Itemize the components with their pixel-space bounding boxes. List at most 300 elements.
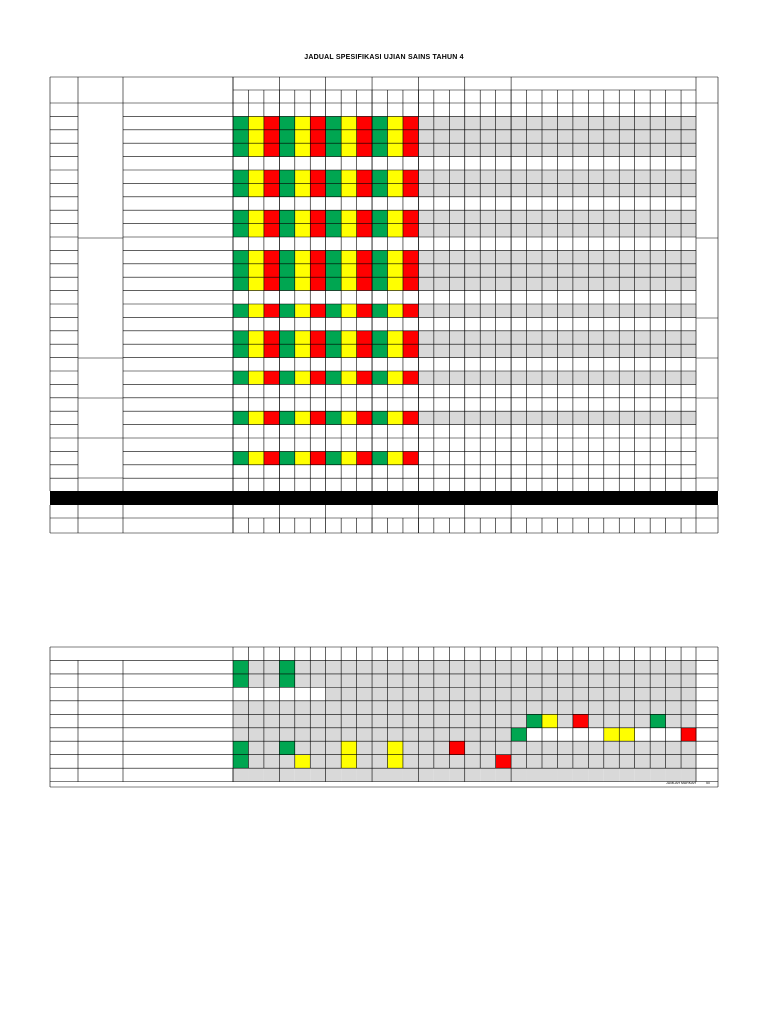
spec-cell [372,411,387,424]
spec-cell [341,224,356,237]
summary-cell [326,687,341,700]
summary-cell [588,741,603,754]
spec-cell [557,210,572,223]
spec-cell [511,116,526,129]
summary-cell [310,674,325,687]
spec-cell [264,210,279,223]
spec-cell [295,451,310,464]
spec-cell [635,250,650,263]
spec-cell [403,210,418,223]
summary-cell [418,728,433,741]
spec-cell [418,331,433,344]
spec-cell [295,277,310,290]
spec-cell [326,250,341,263]
spec-cell [357,143,372,156]
spec-cell [233,130,248,143]
spec-cell [604,224,619,237]
summary-mark [341,755,356,768]
summary-cell-blank [666,728,681,741]
spec-cell [388,143,403,156]
summary-cell-blank [527,728,542,741]
spec-cell [588,250,603,263]
spec-cell [295,210,310,223]
spec-cell [403,411,418,424]
spec-cell [418,130,433,143]
spec-cell [496,183,511,196]
page-title: JADUAL SPESIFIKASI UJIAN SAINS TAHUN 4 [304,54,464,61]
summary-cell [588,687,603,700]
spec-cell [619,371,634,384]
summary-cell [465,674,480,687]
spec-cell [341,130,356,143]
spec-cell [264,250,279,263]
spec-cell [279,277,294,290]
summary-mark [681,728,696,741]
spec-cell [527,183,542,196]
spec-cell [357,277,372,290]
spec-cell [496,130,511,143]
summary-cell [496,701,511,714]
summary-cell [465,660,480,673]
summary-cell [372,687,387,700]
spec-cell [279,170,294,183]
summary-cell [341,714,356,727]
spec-cell [542,304,557,317]
spec-cell [666,170,681,183]
spec-cell [511,183,526,196]
spec-cell [666,371,681,384]
spec-cell [496,143,511,156]
spec-cell [418,116,433,129]
summary-cell [588,701,603,714]
summary-cell [372,660,387,673]
spec-cell [511,371,526,384]
spec-cell [449,170,464,183]
spec-cell [341,331,356,344]
summary-cell [418,660,433,673]
summary-cell [326,714,341,727]
summary-cell-blank [635,728,650,741]
spec-cell [480,304,495,317]
summary-cell [650,755,665,768]
summary-cell [557,701,572,714]
spec-cell [434,344,449,357]
summary-mark [279,741,294,754]
spec-cell [326,210,341,223]
spec-cell [341,344,356,357]
summary-cell [496,741,511,754]
summary-cell [403,728,418,741]
spec-cell [542,143,557,156]
summary-cell [233,714,248,727]
spec-cell [233,451,248,464]
summary-cell [666,674,681,687]
spec-cell [511,264,526,277]
summary-cell [666,741,681,754]
spec-cell [295,264,310,277]
spec-cell [279,116,294,129]
summary-cell [681,714,696,727]
summary-cell [480,741,495,754]
summary-mark [388,741,403,754]
summary-cell [511,701,526,714]
spec-cell [588,264,603,277]
spec-cell [248,170,263,183]
spec-cell [465,411,480,424]
spec-cell [666,183,681,196]
spec-cell [403,143,418,156]
spec-cell [511,210,526,223]
spec-cell [604,304,619,317]
spec-cell [388,250,403,263]
spec-cell [480,331,495,344]
spec-cell [388,277,403,290]
summary-cell [403,687,418,700]
summary-cell [619,701,634,714]
spec-cell [248,411,263,424]
spec-cell [480,130,495,143]
summary-cell [295,701,310,714]
spec-cell [573,250,588,263]
spec-cell [418,411,433,424]
summary-cell-blank [650,728,665,741]
spec-cell [650,331,665,344]
spec-cell [310,451,325,464]
summary-cell [666,714,681,727]
spec-cell [372,170,387,183]
summary-cell [434,755,449,768]
summary-cell [573,687,588,700]
summary-cell [388,728,403,741]
spec-cell [326,371,341,384]
summary-cell [635,714,650,727]
spec-cell [357,331,372,344]
spec-cell [449,277,464,290]
spec-cell [619,250,634,263]
spec-cell [449,264,464,277]
spec-cell [434,250,449,263]
spec-cell [542,371,557,384]
spec-cell [233,116,248,129]
summary-cell-blank [233,687,248,700]
spec-cell [357,210,372,223]
summary-cell [310,660,325,673]
summary-mark [233,755,248,768]
spec-cell [496,331,511,344]
summary-cell [527,687,542,700]
summary-cell-blank [588,728,603,741]
spec-cell [619,116,634,129]
summary-cell [233,701,248,714]
spec-cell [449,143,464,156]
summary-mark [527,714,542,727]
spec-cell [310,264,325,277]
summary-cell [310,755,325,768]
spec-cell [326,183,341,196]
spec-cell [650,116,665,129]
summary-cell [619,714,634,727]
spec-cell [372,331,387,344]
summary-cell [480,701,495,714]
summary-cell [465,755,480,768]
summary-cell [635,755,650,768]
spec-cell [341,250,356,263]
summary-cell [681,660,696,673]
spec-cell [573,143,588,156]
spec-cell [248,264,263,277]
summary-cell [511,660,526,673]
spec-cell [650,304,665,317]
spec-cell [465,116,480,129]
spec-cell [341,411,356,424]
spec-cell [310,210,325,223]
spec-cell [496,277,511,290]
spec-cell [357,116,372,129]
spec-cell [372,143,387,156]
spec-cell [372,371,387,384]
spec-cell [496,344,511,357]
spec-cell [326,170,341,183]
spec-cell [619,264,634,277]
spec-cell [357,170,372,183]
spec-cell [666,116,681,129]
spec-cell [527,130,542,143]
summary-cell [264,741,279,754]
spec-cell [233,224,248,237]
summary-cell [604,714,619,727]
summary-mark [573,714,588,727]
spec-cell [418,344,433,357]
summary-cell [480,674,495,687]
spec-cell [650,210,665,223]
spec-cell [588,183,603,196]
spec-cell [233,371,248,384]
summary-mark [619,728,634,741]
spec-cell [573,371,588,384]
summary-cell [248,660,263,673]
spec-cell [310,250,325,263]
spec-cell [295,143,310,156]
summary-cell [557,768,572,781]
summary-cell [511,741,526,754]
spec-cell [434,183,449,196]
summary-cell [418,741,433,754]
spec-cell [418,170,433,183]
summary-cell-blank [279,687,294,700]
summary-cell [527,741,542,754]
spec-cell [511,250,526,263]
summary-cell [619,741,634,754]
summary-cell [449,728,464,741]
summary-cell [542,660,557,673]
summary-cell [357,674,372,687]
summary-cell [465,741,480,754]
summary-cell [588,768,603,781]
spec-cell [248,183,263,196]
spec-cell [573,210,588,223]
spec-cell [248,331,263,344]
summary-cell [480,768,495,781]
spec-cell [279,344,294,357]
spec-cell [264,344,279,357]
spec-cell [604,183,619,196]
summary-cell [434,714,449,727]
summary-cell [264,714,279,727]
spec-cell [372,250,387,263]
spec-cell [357,451,372,464]
spec-cell [666,344,681,357]
spec-cell [619,277,634,290]
summary-cell [418,701,433,714]
spec-cell [527,210,542,223]
spec-cell [403,371,418,384]
spec-cell [681,331,696,344]
summary-cell [573,674,588,687]
spec-cell [542,183,557,196]
spec-cell [542,130,557,143]
summary-cell [434,768,449,781]
summary-cell [326,755,341,768]
spec-cell [557,224,572,237]
summary-cell [326,768,341,781]
spec-cell [248,130,263,143]
spec-cell [248,344,263,357]
spec-cell [248,143,263,156]
summary-cell [264,701,279,714]
spec-cell [264,411,279,424]
spec-cell [233,170,248,183]
summary-cell [388,660,403,673]
summary-cell [480,687,495,700]
spec-cell [403,170,418,183]
spec-cell [681,170,696,183]
spec-cell [403,331,418,344]
spec-cell [341,210,356,223]
summary-cell [619,660,634,673]
spec-cell [357,304,372,317]
spec-cell [233,143,248,156]
summary-cell [588,660,603,673]
spec-cell [480,344,495,357]
summary-cell [619,687,634,700]
spec-cell [264,277,279,290]
spec-cell [295,183,310,196]
spec-cell [480,277,495,290]
summary-cell [279,768,294,781]
spec-cell [604,411,619,424]
spec-cell [619,143,634,156]
summary-cell [264,728,279,741]
spec-cell [480,411,495,424]
spec-cell [588,210,603,223]
spec-cell [650,183,665,196]
summary-cell [619,674,634,687]
spec-cell [635,170,650,183]
spec-cell [418,371,433,384]
spec-cell [480,371,495,384]
summary-cell [326,674,341,687]
spec-cell [557,331,572,344]
summary-cell [388,687,403,700]
spec-cell [434,116,449,129]
summary-cell [480,728,495,741]
spec-cell [248,224,263,237]
spec-cell [527,411,542,424]
summary-cell [542,687,557,700]
spec-cell [279,224,294,237]
summary-cell [310,701,325,714]
spec-cell [326,130,341,143]
spec-cell [403,130,418,143]
spec-cell [233,331,248,344]
spec-cell [619,210,634,223]
spec-cell [496,250,511,263]
summary-cell [233,728,248,741]
summary-cell [341,728,356,741]
spec-cell [573,170,588,183]
spec-cell [465,143,480,156]
spec-cell [557,304,572,317]
spec-cell [418,277,433,290]
spec-cell [588,371,603,384]
spec-cell [264,451,279,464]
summary-cell [372,701,387,714]
summary-cell [264,768,279,781]
spec-cell [233,304,248,317]
spec-cell [310,116,325,129]
summary-cell-blank [557,728,572,741]
spec-cell [681,304,696,317]
spec-cell [403,116,418,129]
spec-cell [388,264,403,277]
summary-mark [604,728,619,741]
spec-cell [604,143,619,156]
spec-cell [681,143,696,156]
summary-cell [681,741,696,754]
summary-cell [403,674,418,687]
spec-cell [511,143,526,156]
spec-cell [279,130,294,143]
summary-cell [264,674,279,687]
summary-mark [388,755,403,768]
summary-cell [248,755,263,768]
spec-cell [279,210,294,223]
summary-cell [388,674,403,687]
spec-cell [418,210,433,223]
spec-cell [418,304,433,317]
summary-cell [372,768,387,781]
summary-cell [635,741,650,754]
spec-cell [233,264,248,277]
spec-cell [279,411,294,424]
spec-cell [465,224,480,237]
spec-cell [434,130,449,143]
summary-cell [434,674,449,687]
spec-cell [295,371,310,384]
spec-cell [434,277,449,290]
summary-cell [465,701,480,714]
spec-cell [372,264,387,277]
summary-cell [341,701,356,714]
summary-cell [295,660,310,673]
summary-cell [248,714,263,727]
spec-cell [650,250,665,263]
spec-cell [511,304,526,317]
summary-cell [557,674,572,687]
summary-cell [326,728,341,741]
spec-cell [666,224,681,237]
summary-cell [650,687,665,700]
